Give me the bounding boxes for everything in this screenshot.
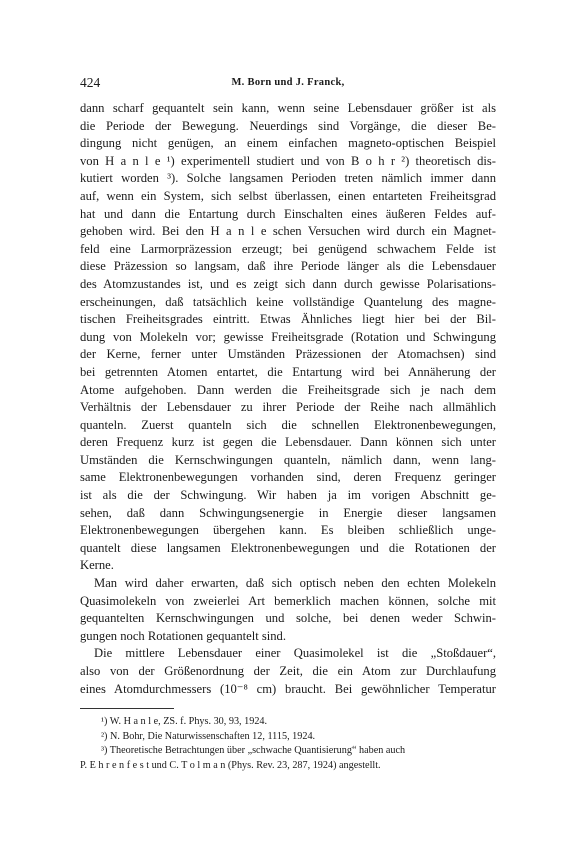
text-line: sehen, daß dann Schwingungsenergie in Energie dieser langsamen xyxy=(80,505,496,520)
text-line: kutiert worden ³). Solche langsamen Perioden treten nämlich immer dann xyxy=(80,171,496,186)
text-line: ist als die der Schwingung. Wir haben ja im vorigen Abschnitt ge- xyxy=(80,488,496,503)
text-line: also von der Größenordnung der Zeit, die ein Atom zur Durchlaufung xyxy=(80,664,496,678)
text-line: gequantelten Kernschwingungen und solche, bei denen weder Schwin- xyxy=(80,611,496,626)
text-line: hat und dann die Entartung durch Einschalten eines äußeren Feldes auf- xyxy=(80,206,496,221)
text-line: dann scharf gequantelt sein kann, wenn seine Lebensdauer größer ist als xyxy=(80,101,496,115)
footnote: ³) Theoretische Betrachtungen über „schwache Quantisierung“ haben auch xyxy=(101,745,406,756)
page-number: 424 xyxy=(80,75,101,90)
text-line: des Atomzustandes ist, und es zeigt sich dann durch gewisse Polarisations- xyxy=(80,276,496,291)
text-line: quantelt diese langsamen Elektronenbewegungen und die Rotationen der xyxy=(80,540,496,555)
text-line: auf, wenn ein System, sich selbst überlassen, einen entarteten Freiheitsgrad xyxy=(80,188,496,203)
footnote-continuation: P. E h r e n f e s t und C. T o l m a n (Phys. Rev. 23, 287, 1924) angestellt. xyxy=(80,759,381,771)
body-text xyxy=(80,100,496,698)
text-line: deren Frequenz kurz ist gegen die Lebensdauer. Dann können sich unter xyxy=(80,435,496,450)
footnote-divider xyxy=(80,708,174,709)
text-line: Die mittlere Lebensdauer einer Quasimolekel ist die „Stoßdauer“, xyxy=(94,646,496,661)
text-line: erscheinungen, daß tatsächlich keine vollständige Quantelung des magne- xyxy=(80,294,496,309)
footnote: ¹) W. H a n l e, ZS. f. Phys. 30, 93, 1924. xyxy=(101,716,268,727)
text-line: quanteln. Zuerst quanteln sich die schnellen Elektronenbewegungen, xyxy=(80,417,496,432)
text-line: von H a n l e ¹) experimentell studiert und von B o h r ²) theoretisch dis- xyxy=(80,153,496,168)
footnotes xyxy=(80,715,496,773)
footnote: ²) N. Bohr, Die Naturwissenschaften 12, 1115, 1924. xyxy=(101,730,316,742)
text-line: Verhältnis der Lebensdauer zu ihrer Periode der Reihe nach allmählich xyxy=(80,400,496,415)
text-line: Kerne. xyxy=(80,558,114,573)
text-line: gehoben wird. Bei den H a n l e schen Versuchen wird durch ein Magnet- xyxy=(80,224,496,239)
text-line: feld eine Larmorpräzession erzeugt; bei genügend schwachem Felde ist xyxy=(80,241,496,256)
text-line: dung von Molekeln vor; gewisse Freiheitsgrade (Rotation und Schwingung xyxy=(80,329,496,344)
text-line: Quasimolekeln von zweierlei Art bemerklich machen können, solche mit xyxy=(80,593,496,608)
text-line: der Kerne, ferner unter Umständen Präzessionen der Atomachsen) sind xyxy=(80,347,496,362)
text-line: die Periode der Bewegung. Neuerdings sind Vorgänge, die dieser Be- xyxy=(80,118,496,133)
text-line: dingung nicht genügen, an einem einfachen magneto-optischen Beispiel xyxy=(80,136,496,151)
text-line: tischen Freiheitsgrades eintritt. Etwas Ähnliches liegt hier bei der Bil- xyxy=(80,312,496,327)
text-line: same Elektronenbewegungen vorhanden sind, deren Frequenz geringer xyxy=(80,470,496,485)
text-line: Elektronenbewegungen übergehen kann. Es bleiben schließlich unge- xyxy=(80,523,496,538)
text-line: diese Präzession so langsam, daß ihre Periode länger als die Lebensdauer xyxy=(80,259,496,274)
running-title: M. Born und J. Franck, xyxy=(231,77,345,88)
text-line: eines Atomdurchmessers (10⁻⁸ cm) braucht. Bei gewöhnlicher Temperatur xyxy=(80,681,496,696)
text-line: Man wird daher erwarten, daß sich optisch neben den echten Molekeln xyxy=(94,576,496,591)
text-line: bei getrennten Atomen entartet, die Entartung wird bei Annäherung der xyxy=(80,364,496,379)
text-line: gungen noch Rotationen gequantelt sind. xyxy=(80,628,287,643)
text-line: Umständen die Kernschwingungen quanteln, nämlich dann, wenn lang- xyxy=(80,452,496,467)
text-line: Atome aufgehoben. Dann werden die Freiheitsgrade sich je nach dem xyxy=(80,382,496,397)
